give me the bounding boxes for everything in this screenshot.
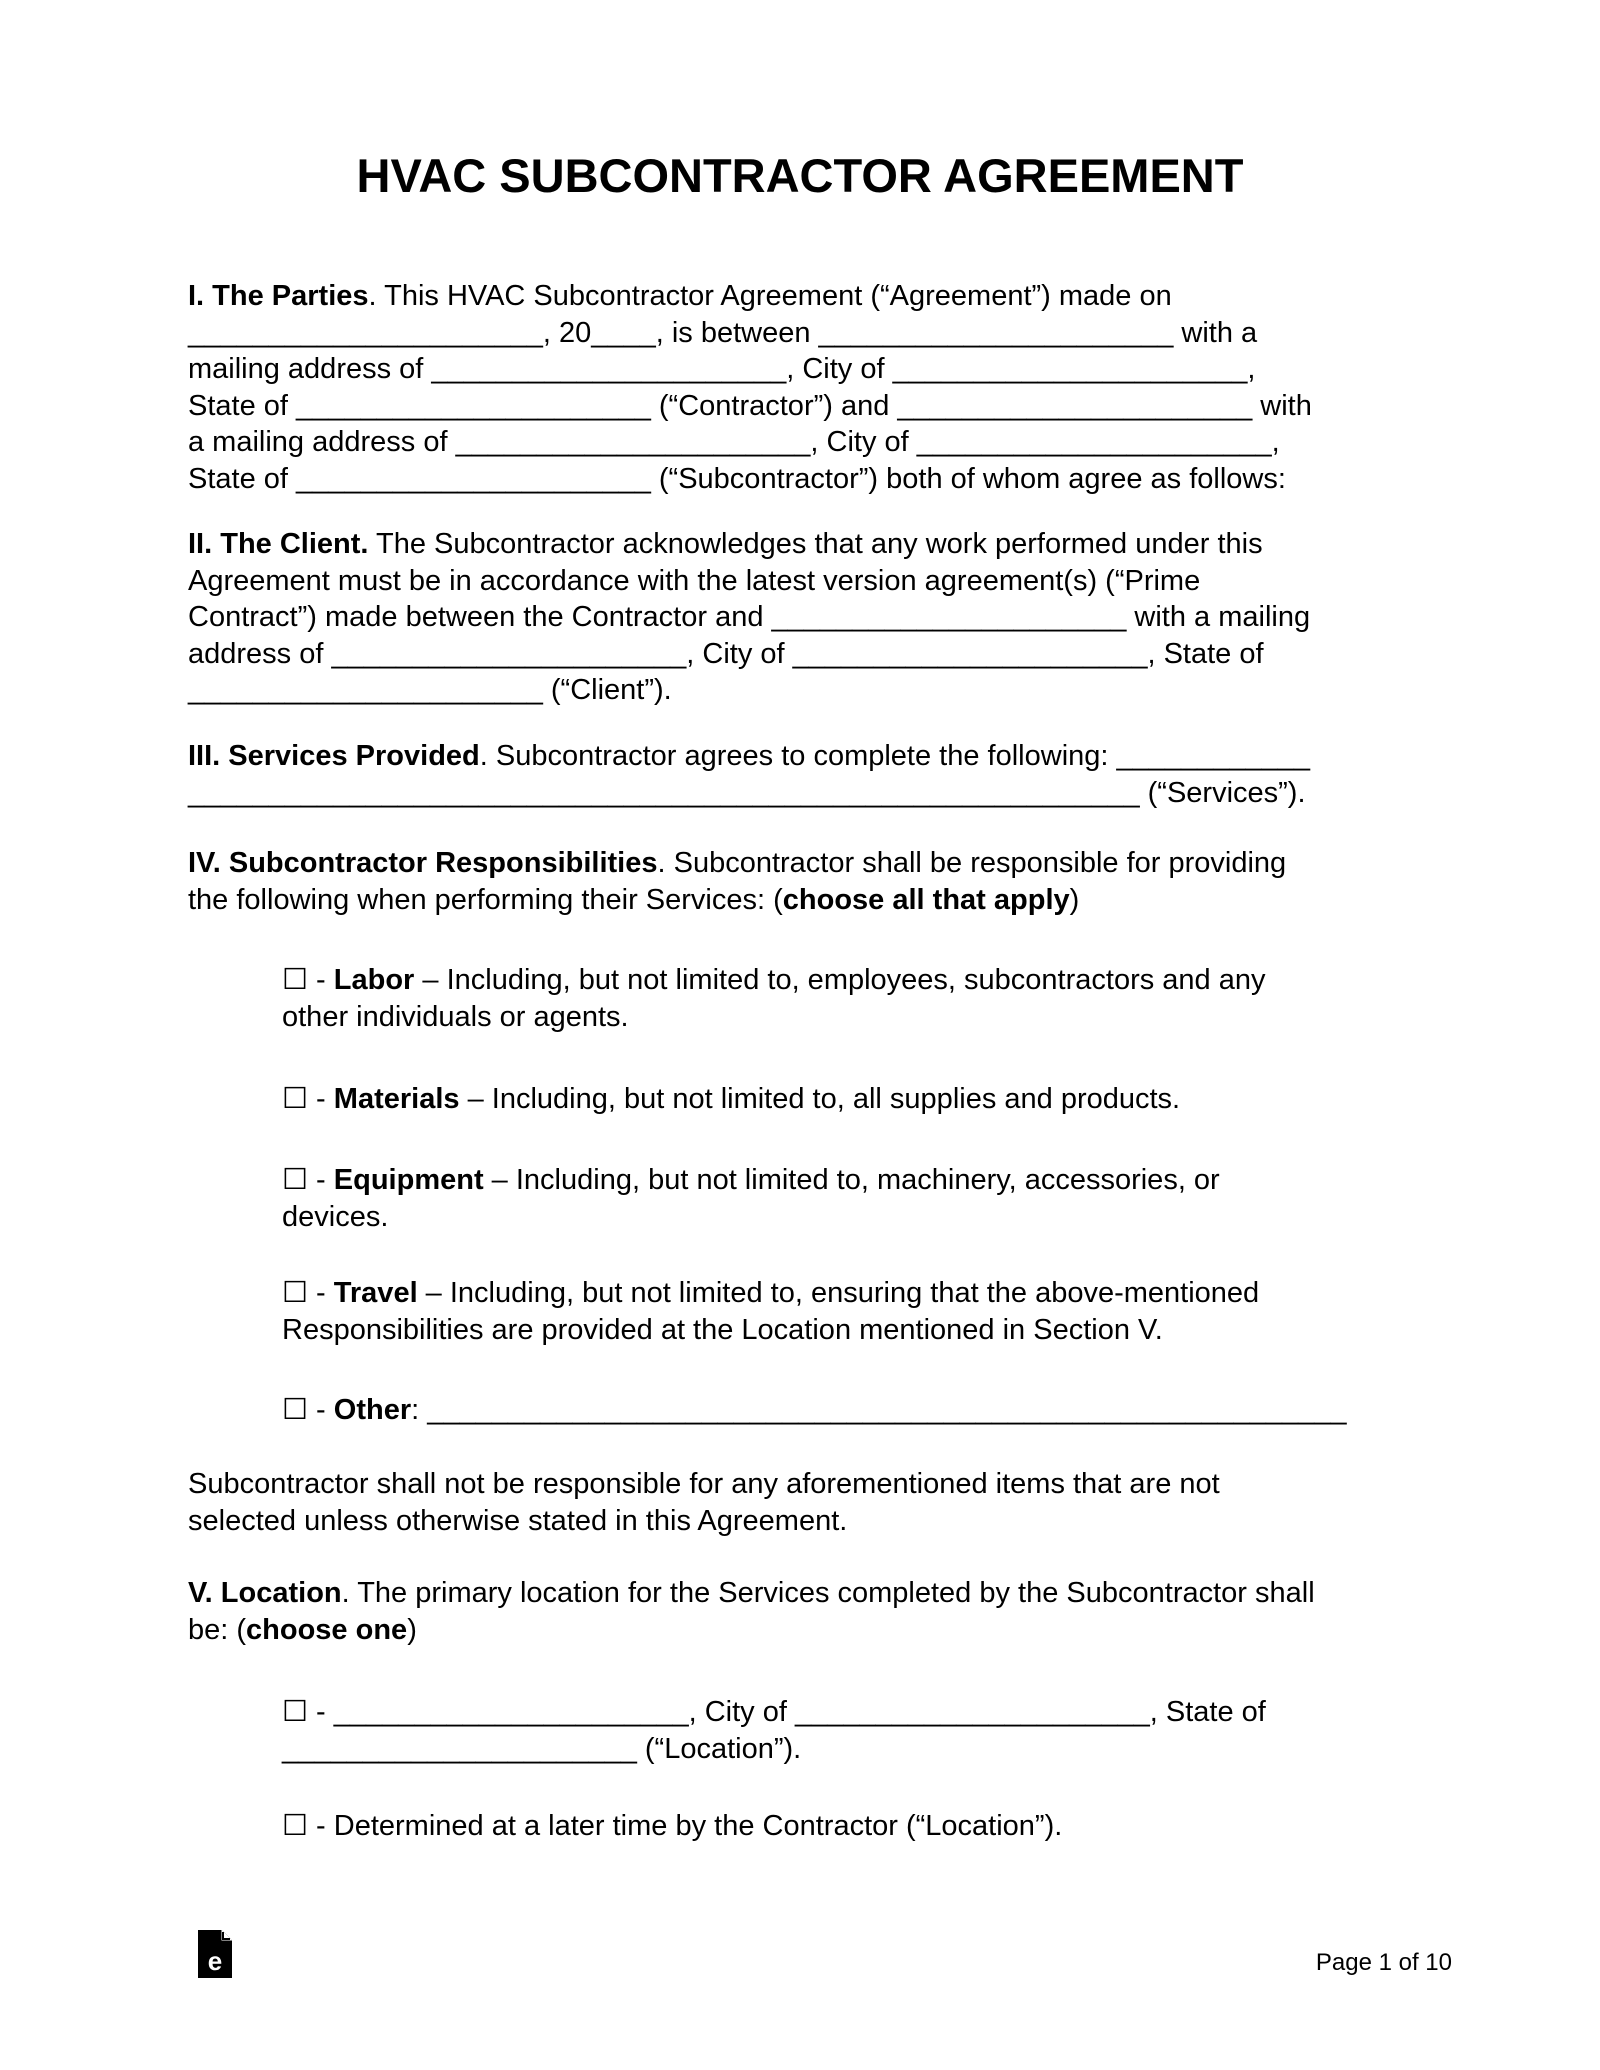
responsibilities-line: IV. Subcontractor Responsibilities. Subcontractor shall be responsible for providing — [188, 847, 1287, 879]
checkbox-materials[interactable]: ☐ — [282, 1083, 308, 1115]
eforms-logo-icon — [196, 1928, 234, 1980]
option-travel: ☐ - Travel – Including, but not limited to, ensuring that the above-mentioned Responsibilities are provided at the Location mentioned in Section V. — [282, 1277, 1260, 1346]
parties-line: I. The Parties. This HVAC Subcontractor Agreement (“Agreement”) made on — [188, 280, 1172, 312]
location-option-address: ☐ - ______________________, City of ______________________, State of ______________________ (“Location”). — [282, 1696, 1266, 1765]
services-heading: III. Services Provided — [188, 740, 480, 772]
checkbox-location-later[interactable]: ☐ — [282, 1810, 308, 1842]
client-line: Agreement must be in accordance with the latest version agreement(s) (“Prime — [188, 564, 1201, 597]
parties-line: mailing address of ______________________, City of ______________________, — [188, 353, 1256, 385]
option-materials: ☐ - Materials – Including, but not limited to, all supplies and products. — [282, 1083, 1181, 1115]
location-heading: V. Location — [188, 1577, 342, 1609]
location-option-later: ☐ - Determined at a later time by the Contractor (“Location”). — [282, 1810, 1063, 1842]
option-label: Travel — [333, 1277, 418, 1309]
parties-line: a mailing address of ______________________, City of ______________________, — [188, 426, 1280, 458]
client-heading: II. The Client. — [188, 528, 369, 560]
option-label: Labor — [333, 964, 415, 996]
section-parties — [188, 278, 1420, 497]
parties-line: State of ______________________ (“Contractor”) and ______________________ with — [188, 389, 1312, 422]
responsibilities-heading: IV. Subcontractor Responsibilities — [188, 847, 658, 879]
section-client — [188, 526, 1420, 709]
option-label: Other — [333, 1394, 412, 1426]
page-number: Page 1 of 10 — [1315, 1949, 1452, 1976]
option-label: Equipment — [333, 1164, 484, 1196]
location-line: V. Location. The primary location for the Services completed by the Subcontractor shall — [188, 1577, 1315, 1609]
parties-line: State of ______________________ (“Subcontractor”) both of whom agree as follows: — [188, 462, 1286, 495]
svg-text:e: e — [207, 1946, 223, 1976]
checkbox-other[interactable]: ☐ — [282, 1394, 308, 1426]
checkbox-travel[interactable]: ☐ — [282, 1277, 308, 1309]
responsibilities-line: the following when performing their Services: (choose all that apply) — [188, 883, 1080, 916]
services-line: ___________________________________________________________ (“Services”). — [188, 776, 1306, 809]
option-equipment: ☐ - Equipment – Including, but not limited to, machinery, accessories, or devices. — [282, 1164, 1220, 1233]
client-line: II. The Client. The Subcontractor acknowledges that any work performed under this — [188, 528, 1263, 560]
option-labor: ☐ - Labor – Including, but not limited to, employees, subcontractors and any other individuals or agents. — [282, 964, 1266, 1033]
client-line: ______________________ (“Client”). — [188, 674, 672, 706]
checkbox-equipment[interactable]: ☐ — [282, 1164, 308, 1196]
section-location — [188, 1575, 1420, 1648]
client-line: Contract”) made between the Contractor and ______________________ with a mailing — [188, 601, 1311, 633]
client-line: address of ______________________, City of ______________________, State of — [188, 637, 1264, 670]
checkbox-labor[interactable]: ☐ — [282, 964, 308, 996]
location-line: be: (choose one) — [188, 1613, 417, 1646]
document-title: HVAC SUBCONTRACTOR AGREEMENT — [356, 149, 1244, 202]
parties-heading: I. The Parties — [188, 280, 369, 312]
option-label: Materials — [333, 1083, 460, 1115]
services-line: III. Services Provided. Subcontractor agrees to complete the following: ____________ — [188, 740, 1311, 772]
parties-line: ______________________, 20____, is between ______________________ with a — [188, 316, 1258, 349]
section-services — [188, 738, 1420, 811]
option-other: ☐ - Other: _________________________________________________________ — [282, 1394, 1347, 1426]
section-responsibilities — [188, 845, 1420, 918]
responsibilities-note: Subcontractor shall not be responsible for any aforementioned items that are not selected unless otherwise stated in this Agreement. — [188, 1468, 1220, 1537]
checkbox-location-address[interactable]: ☐ — [282, 1696, 308, 1728]
